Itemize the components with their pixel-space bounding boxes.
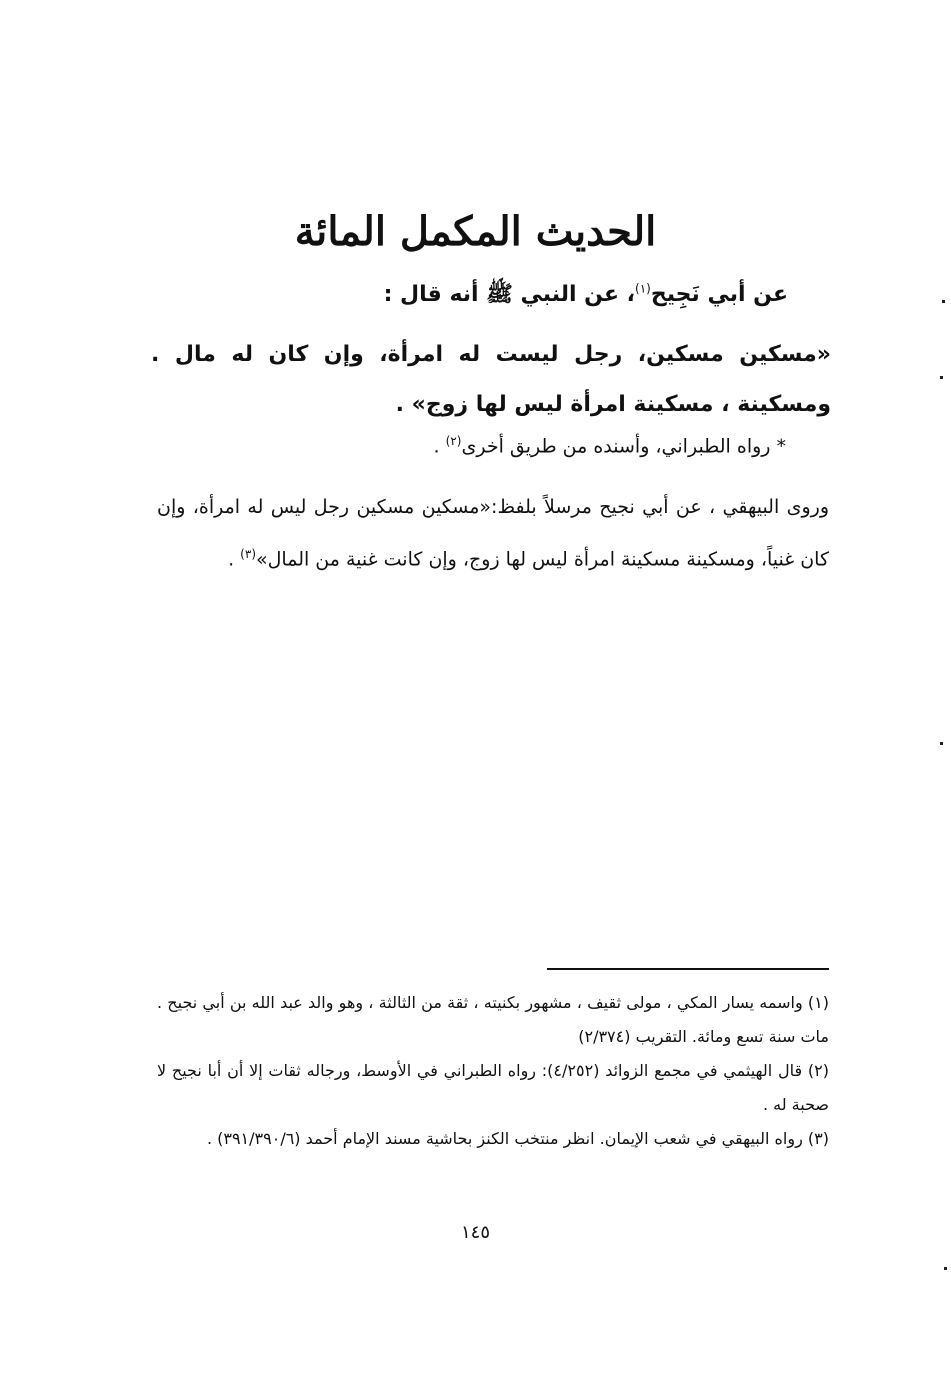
hadith-text: «مسكين مسكين، رجل ليست له امرأة، وإن كان له مال . ومسكينة ، مسكينة امرأة ليس لها زوج» .	[151, 342, 831, 417]
scan-mark	[944, 1267, 947, 1270]
footnote-number: (٢)	[807, 1061, 829, 1080]
footnote-number: (١)	[807, 993, 829, 1012]
footnote-ref-3: (٣)	[240, 547, 256, 561]
paragraph-text: وروى البيهقي ، عن أبي نجيح مرسلاً بلفظ:«مسكين مسكين رجل ليس له امرأة، وإن كان غنياً، ومسكينة مسكينة امرأة ليس لها زوج، وإن كانت غنية من المال»	[157, 496, 829, 571]
scan-mark	[940, 742, 943, 745]
footnote-2	[157, 1054, 829, 1122]
narration-text: * رواه الطبراني، وأسنده من طريق أخرى	[461, 435, 786, 458]
footnote-number: (٣)	[807, 1129, 829, 1148]
footnote-text: واسمه يسار المكي ، مولى ثقيف ، مشهور بكنيته ، ثقة من الثالثة ، وهو والد عبد الله بن أبي نجيح . مات سنة تسع ومائة. التقريب (٢/٣٧٤)	[157, 993, 829, 1046]
intro-text: عن أبي نَجِيح	[650, 282, 788, 307]
narration-line	[126, 434, 786, 457]
footnote-text: رواه البيهقي في شعب الإيمان. انظر منتخب الكنز بحاشية مسند الإمام أحمد (٣٩١/٣٩٠/٦) .	[206, 1129, 803, 1148]
bayhaqi-paragraph	[157, 484, 829, 583]
intro-rest: ، عن النبي ﷺ أنه قال :	[383, 282, 636, 307]
footnote-divider	[547, 968, 829, 970]
paragraph-end: .	[228, 548, 241, 571]
scan-mark	[940, 376, 943, 379]
footnote-3	[157, 1122, 829, 1156]
footnotes	[157, 986, 829, 1156]
footnote-ref-1: (١)	[635, 281, 651, 296]
page-number: ١٤٥	[460, 1222, 490, 1243]
footnote-1	[157, 986, 829, 1054]
scan-mark	[942, 300, 945, 303]
narration-end: .	[433, 435, 446, 458]
footnote-ref-2: (٢)	[445, 434, 462, 448]
page-title: الحديث المكمل المائة	[294, 208, 657, 255]
hadith-intro	[148, 280, 788, 312]
footnote-text: قال الهيثمي في مجمع الزوائد (٤/٢٥٢): رواه الطبراني في الأوسط، ورجاله ثقات إلا أن أبا نجيح لا صحبة له .	[157, 1061, 829, 1114]
